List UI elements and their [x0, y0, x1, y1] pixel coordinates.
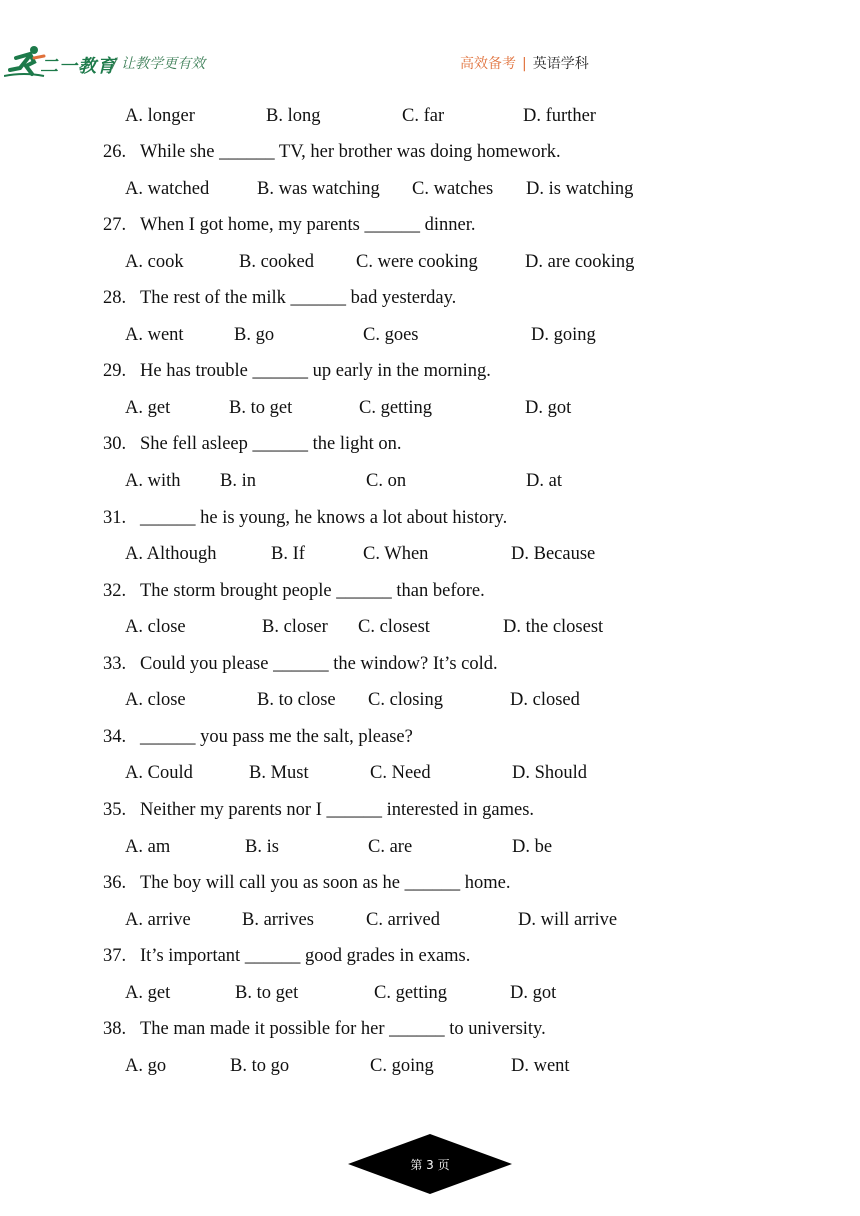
option: A. get: [125, 982, 171, 1003]
option: B. to get: [229, 397, 293, 418]
question-number: 27.: [103, 215, 127, 236]
option: D. further: [523, 106, 596, 126]
question-stem: [103, 946, 470, 967]
option: C. closing: [368, 690, 444, 711]
option: B. was watching: [257, 178, 380, 199]
option: D. the closest: [503, 617, 604, 638]
question-number: 38.: [103, 1019, 127, 1040]
option: C. Need: [370, 763, 431, 784]
question-text: ______ he is young, he knows a lot about history.: [140, 507, 508, 528]
option: C. far: [402, 106, 445, 126]
option: D. at: [526, 471, 562, 491]
option: A. went: [125, 324, 184, 345]
question-stem: [103, 142, 561, 163]
question-number: 30.: [103, 434, 127, 455]
slogan: / 让教学更有效: [112, 56, 206, 72]
option: A. longer: [125, 106, 195, 126]
option: D. went: [511, 1055, 570, 1076]
option: C. arrived: [366, 909, 440, 930]
option: C. goes: [363, 324, 419, 345]
option: D. got: [525, 397, 572, 418]
option: B. long: [266, 106, 321, 126]
question-number: 36.: [103, 873, 127, 893]
exam-prep-label: 高效备考: [460, 56, 516, 72]
option: A. with: [125, 471, 181, 491]
option: C. on: [366, 471, 407, 491]
question-stem: [103, 654, 498, 675]
option: A. cook: [125, 251, 184, 272]
option: B. go: [234, 324, 275, 345]
option: D. got: [510, 982, 557, 1003]
question-text: Could you please ______ the window? It’s cold.: [140, 653, 498, 674]
option: D. is watching: [526, 178, 634, 199]
question-stem: [103, 215, 476, 236]
question-text: Neither my parents nor I ______ interested in games.: [140, 799, 535, 820]
question-text: The boy will call you as soon as he ______ home.: [140, 873, 511, 893]
question-text: The storm brought people ______ than before.: [140, 580, 485, 601]
question-number: 29.: [103, 361, 127, 382]
option: A. watched: [125, 178, 210, 199]
option: C. closest: [358, 617, 430, 638]
option: B. to go: [230, 1055, 290, 1076]
option: B. is: [245, 836, 279, 857]
option: A. close: [125, 617, 186, 638]
question-number: 34.: [103, 726, 127, 747]
option: A. am: [125, 836, 171, 857]
option: D. Should: [512, 763, 588, 784]
question-stem: [103, 873, 510, 894]
option: B. If: [271, 544, 305, 565]
option: D. are cooking: [525, 251, 635, 272]
question-text: She fell asleep ______ the light on.: [140, 434, 402, 455]
option: D. going: [531, 324, 596, 345]
option: B. Must: [249, 763, 309, 784]
option: B. in: [220, 471, 256, 491]
question-text: When I got home, my parents ______ dinner.: [140, 215, 476, 236]
option: D. will arrive: [518, 909, 618, 930]
option: A. close: [125, 690, 186, 711]
page-number-badge: [348, 1134, 512, 1194]
brand-name: 二一教育: [40, 56, 116, 77]
question-stem: [103, 581, 485, 602]
option: C. watches: [412, 178, 494, 199]
option: A. go: [125, 1055, 167, 1076]
question-text: While she ______ TV, her brother was doing homework.: [140, 142, 561, 162]
option: C. going: [370, 1055, 434, 1076]
question-stem: [103, 434, 402, 455]
question-stem: [103, 1019, 546, 1040]
option: C. When: [363, 544, 429, 565]
subject-label: 英语学科: [532, 56, 589, 72]
question-stem: [103, 727, 413, 748]
option: A. get: [125, 397, 171, 418]
question-text: The man made it possible for her ______ to university.: [140, 1019, 546, 1040]
question-number: 26.: [103, 142, 127, 162]
option: D. Because: [511, 544, 596, 565]
header-subject-area: [460, 53, 589, 73]
option: B. to get: [235, 982, 299, 1003]
question-number: 33.: [103, 653, 127, 674]
option: C. getting: [374, 982, 447, 1003]
question-number: 28.: [103, 288, 127, 309]
question-stem: [103, 288, 456, 309]
question-stem: [103, 508, 507, 529]
question-stem: [103, 361, 491, 382]
option: B. to close: [257, 690, 336, 711]
option: A. arrive: [125, 909, 191, 930]
question-text: ______ you pass me the salt, please?: [140, 726, 413, 747]
page-number: 第 3 页: [410, 1158, 450, 1172]
question-number: 32.: [103, 580, 127, 601]
option: C. are: [368, 836, 413, 857]
option: D. closed: [510, 690, 580, 711]
option: C. getting: [359, 397, 432, 418]
question-text: It’s important ______ good grades in exams.: [140, 946, 471, 967]
option: C. were cooking: [356, 251, 478, 272]
question-stem: [103, 800, 534, 821]
question-number: 35.: [103, 799, 127, 820]
option: A. Although: [125, 544, 217, 565]
option: A. Could: [125, 763, 193, 784]
question-text: He has trouble ______ up early in the morning.: [140, 361, 491, 382]
question-text: The rest of the milk ______ bad yesterday.: [140, 288, 457, 309]
question-number: 31.: [103, 507, 127, 528]
option: B. cooked: [239, 251, 315, 272]
header-separator: |: [522, 56, 527, 72]
option: D. be: [512, 836, 553, 857]
option: B. arrives: [242, 909, 314, 930]
option: B. closer: [262, 617, 328, 638]
question-number: 37.: [103, 946, 127, 967]
